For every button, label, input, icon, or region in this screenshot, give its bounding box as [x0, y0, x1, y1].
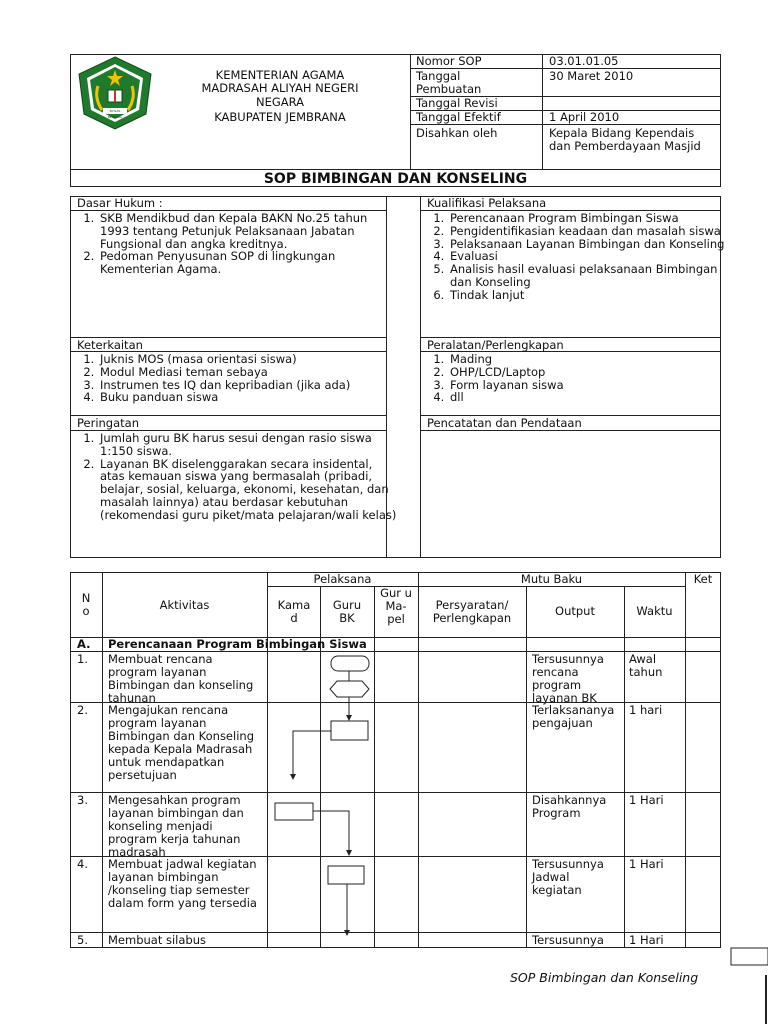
row-5-output: Tersusunnya: [532, 933, 604, 947]
row-1-output: Tersusunnya rencana program layanan BK: [532, 652, 604, 705]
meta-value-efektif: 1 April 2010: [549, 110, 620, 124]
meta-label-revisi: Tanggal Revisi: [416, 96, 498, 110]
header-ket: Ket: [693, 572, 713, 586]
header-output: Output: [555, 604, 595, 618]
row-5-waktu: 1 Hari: [629, 933, 664, 947]
row-3-waktu: 1 Hari: [629, 793, 664, 807]
list-item: 2. Pengidentifikasian keadaan dan masalah siswa: [448, 225, 738, 238]
list-item: 2. OHP/LCD/Laptop: [448, 366, 738, 379]
list-item: 4. Evaluasi: [448, 250, 738, 263]
list-item: 1. Juknis MOS (masa orientasi siswa): [98, 353, 408, 366]
row-4-activity: Membuat jadwal kegiatan layanan bimbingan /konseling tiap semester dalam form yang tersedia: [108, 857, 257, 910]
row-5-activity: Membuat silabus: [108, 933, 207, 947]
list-item: 3. Pelaksanaan Layanan Bimbingan dan Konseling: [448, 238, 738, 251]
peralatan-title: Peralatan/Perlengkapan: [427, 338, 564, 352]
row-3-no: 3.: [77, 793, 88, 807]
list-item: 2. Layanan BK diselenggarakan secara insidental, atas kemauan siswa yang bermasalah (pribadi, belajar, sosial, keluarga, ekonomi, kesehatan, dan masalah lainnya) atau berdasar kebutuhan (rekomendasi guru piket/mata pelajaran/wali kelas): [98, 458, 398, 522]
footer-text: SOP Bimbingan dan Konseling: [510, 970, 699, 985]
peringatan-title: Peringatan: [77, 416, 140, 430]
header-kamad: Kama d: [277, 598, 311, 625]
page-edge-box: [731, 948, 768, 965]
section-a-label: A.: [77, 637, 91, 651]
org-line-3: NEGARA: [255, 95, 305, 109]
list-item: 2. Modul Mediasi teman sebaya: [98, 366, 408, 379]
meta-label-nomor: Nomor SOP: [416, 54, 482, 68]
flow-process-box: [275, 803, 313, 820]
header-aktivitas: Aktivitas: [159, 598, 210, 612]
section-a-title: Perencanaan Program Bimbingan Siswa: [108, 637, 367, 651]
row-2-waktu: 1 hari: [629, 703, 663, 717]
pencatatan-title: Pencatatan dan Pendataan: [427, 416, 582, 430]
org-line-4: KABUPATEN JEMBRANA: [214, 110, 346, 124]
flow-arrow-head: [346, 850, 352, 856]
list-item: 4. Buku panduan siswa: [98, 391, 408, 404]
list-item: 1. Perencanaan Program Bimbingan Siswa: [448, 212, 738, 225]
meta-value-nomor: 03.01.01.05: [549, 54, 619, 68]
flow-preparation-shape: [330, 681, 369, 697]
header-waktu: Waktu: [636, 604, 673, 618]
meta-label-pembuatan: Tanggal Pembuatan: [416, 69, 482, 96]
meta-value-pembuatan: 30 Maret 2010: [549, 69, 634, 83]
row-3-output: Disahkannya Program: [532, 793, 607, 820]
row-4-output: Tersusunnya Jadwal kegiatan: [532, 857, 604, 897]
row-3-activity: Mengesahkan program layanan bimbingan dan konseling menjadi program kerja tahunan madrasah: [108, 793, 244, 859]
flow-process-box: [331, 721, 368, 740]
list-item: 1. Mading: [448, 353, 738, 366]
list-item: 1. Jumlah guru BK harus sesui dengan rasio siswa 1:150 siswa.: [98, 432, 398, 458]
row-4-waktu: 1 Hari: [629, 857, 664, 871]
row-5-no: 5.: [77, 933, 88, 947]
kualifikasi-title: Kualifikasi Pelaksana: [427, 196, 547, 210]
meta-value-disahkan: Kepala Bidang Kependais dan Pemberdayaan Masjid: [549, 126, 701, 153]
dasar-hukum-title: Dasar Hukum :: [77, 196, 163, 210]
list-item: 3. Instrumen tes IQ dan kepribadian (jika ada): [98, 379, 408, 392]
page-title: SOP BIMBINGAN DAN KONSELING: [263, 171, 528, 187]
row-1-activity: Membuat rencana program layanan Bimbingan dan konseling tahunan: [108, 652, 254, 705]
flow-process-box: [328, 866, 364, 884]
header-guru-mapel: Gur u Ma- pel: [380, 586, 412, 626]
row-2-output: Terlaksananya pengajuan: [532, 703, 615, 730]
org-line-2: MADRASAH ALIYAH NEGERI: [201, 81, 359, 95]
row-2-activity: Mengajukan rencana program layanan Bimbingan dan Konseling kepada Kepala Madrasah untuk mendapatkan persetujuan: [108, 703, 254, 782]
flow-connector: [293, 731, 331, 776]
row-1-waktu: Awal tahun: [629, 652, 663, 679]
list-item: 6. Tindak lanjut: [448, 289, 738, 302]
header-guru-bk: Guru BK: [332, 598, 362, 625]
org-line-1: KEMENTERIAN AGAMA: [215, 68, 345, 82]
list-item: 4. dll: [448, 391, 738, 404]
meta-label-efektif: Tanggal Efektif: [416, 110, 501, 124]
meta-label-disahkan: Disahkan oleh: [416, 126, 498, 140]
row-4-no: 4.: [77, 857, 88, 871]
flow-arrow-head: [344, 930, 350, 936]
list-item: 5. Analisis hasil evaluasi pelaksanaan Bimbingan dan Konseling: [448, 263, 738, 289]
flow-start-terminator: [331, 656, 369, 671]
row-2-no: 2.: [77, 703, 88, 717]
keterkaitan-title: Keterkaitan: [77, 338, 143, 352]
list-item: 2. Pedoman Penyusunan SOP di lingkungan Kementerian Agama.: [98, 250, 398, 276]
logo-text: IKHLAS BERAMAL: [107, 109, 123, 119]
flow-arrow-head: [346, 715, 352, 721]
flow-connector: [313, 811, 349, 852]
list-item: 1. SKB Mendikbud dan Kepala BAKN No.25 tahun 1993 tentang Petunjuk Pelaksanaan Jabatan Fungsional dan angka kreditnya.: [98, 212, 398, 250]
flow-arrow-head: [290, 774, 296, 780]
list-item: 3. Form layanan siswa: [448, 379, 738, 392]
row-1-no: 1.: [77, 652, 88, 666]
header-persyaratan: Persyaratan/ Perlengkapan: [432, 598, 512, 625]
header-pelaksana: Pelaksana: [313, 572, 372, 586]
header-mutu-baku: Mutu Baku: [520, 572, 583, 586]
header-no: N o: [81, 591, 91, 618]
